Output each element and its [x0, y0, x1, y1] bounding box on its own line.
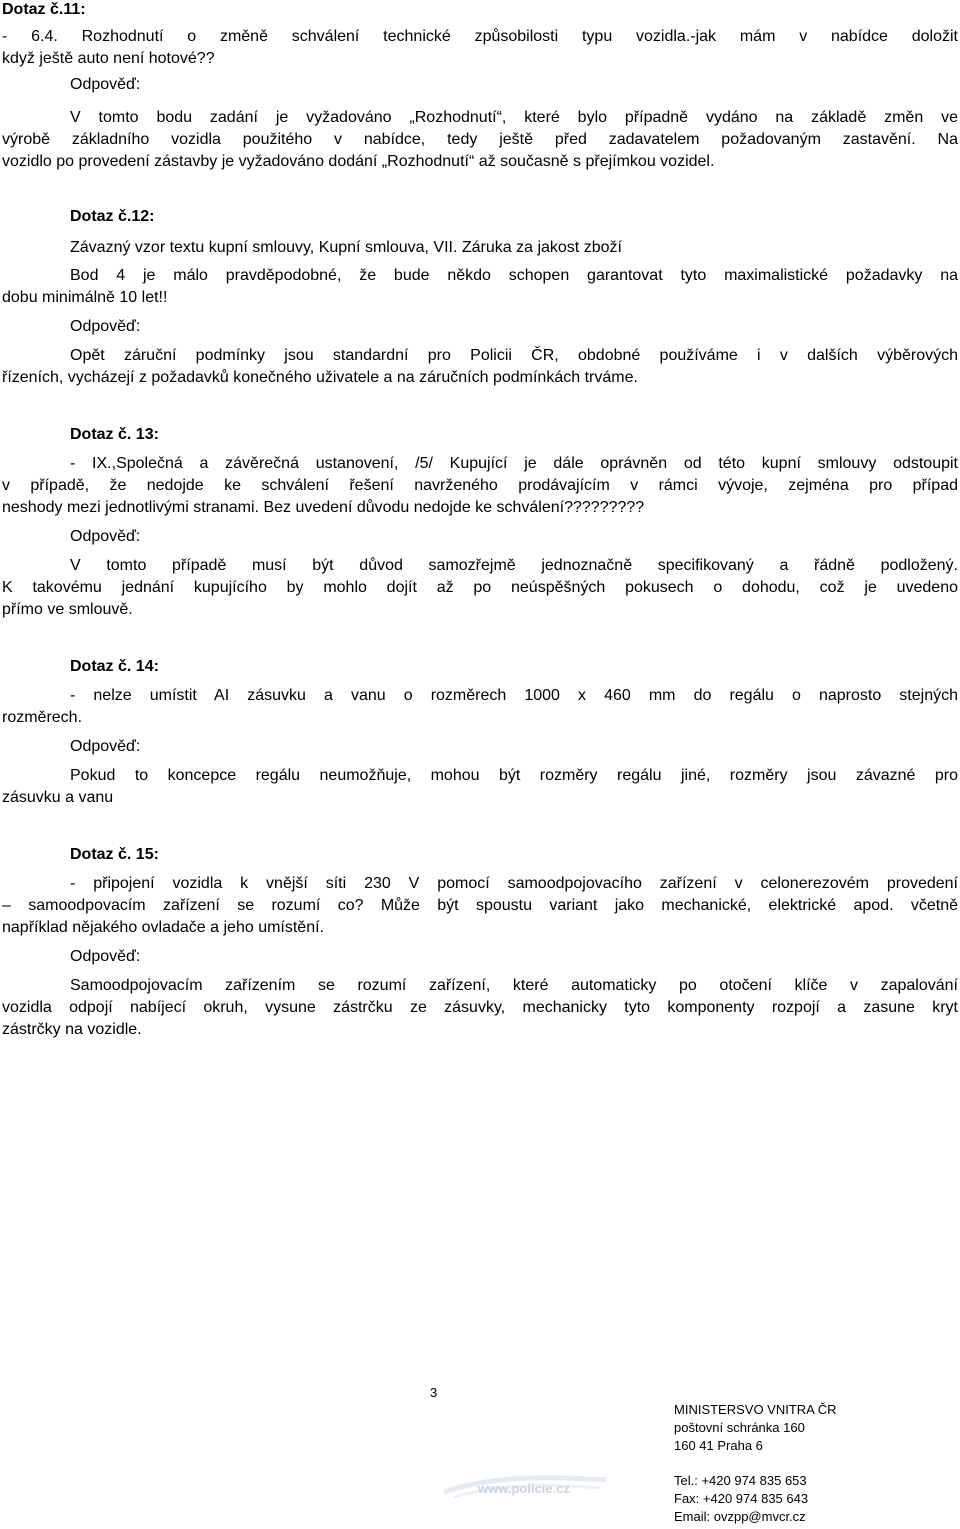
answer-11-text-line: vozidlo po provedení zástavby je vyžadováno dodání „Rozhodnutí“ až současně s přejímkou vozidel.	[2, 153, 715, 170]
question-12-title: Dotaz č.12:	[70, 208, 155, 225]
answer-11-text-line: výrobě základního vozidla použitého v nabídce, tedy ještě před zadavatelem požadovaným zastavění. Na	[2, 131, 958, 148]
question-12-subject: Závazný vzor textu kupní smlouvy, Kupní smlouva, VII. Záruka za jakost zboží	[70, 239, 622, 256]
answer-15-text-line: zástrčky na vozidle.	[2, 1021, 142, 1038]
policie-logo	[440, 1470, 610, 1500]
footer-po-box: poštovní schránka 160	[674, 1420, 805, 1435]
answer-14-text-line: Pokud to koncepce regálu neumožňuje, mohou být rozměry regálu jiné, rozměry jsou závazné pro	[70, 767, 958, 784]
question-14-title: Dotaz č. 14:	[70, 658, 159, 675]
question-13-text-line: v případě, že nedojde ke schválení řešení navrženého prodávajícím v rámci vývoje, zejména pro případ	[2, 477, 958, 494]
question-14-text-line: - nelze umístit AI zásuvku a vanu o rozměrech 1000 x 460 mm do regálu o naprosto stejných	[70, 687, 958, 704]
question-15-title: Dotaz č. 15:	[70, 846, 159, 863]
question-11-text-line: - 6.4. Rozhodnutí o změně schválení technické způsobilosti typu vozidla.-jak mám v nabídce doložit	[2, 28, 958, 45]
answer-11-text-line: V tomto bodu zadání je vyžadováno „Rozhodnutí“, které bylo případně vydáno na základě změn ve	[70, 109, 958, 126]
footer-email[interactable]: Email: ovzpp@mvcr.cz	[674, 1509, 806, 1524]
answer-13-text-line: přímo ve smlouvě.	[2, 601, 133, 618]
answer-11-label: Odpověď:	[70, 76, 141, 93]
question-15-text-line: - připojení vozidla k vnější síti 230 V pomocí samoodpojovacího zařízení v celonerezovém provedení	[70, 875, 958, 892]
answer-12-text-line: Opět záruční podmínky jsou standardní pro Policii ČR, obdobné používáme i v dalších výběrových	[70, 347, 958, 364]
answer-15-text-line: Samoodpojovacím zařízením se rozumí zařízení, které automaticky po otočení klíče v zapalování	[70, 977, 958, 994]
answer-15-text-line: vozidla odpojí nabíjecí okruh, vysune zástrčku ze zásuvky, mechanicky tyto komponenty rozpojí a zasune kryt	[2, 999, 958, 1016]
question-15-text-line: například nějakého ovladače a jeho umístění.	[2, 919, 324, 936]
question-14-text-line: rozměrech.	[2, 709, 83, 726]
answer-13-text-line: V tomto případě musí být důvod samozřejmě jednoznačně specifikovaný a řádně podložený.	[70, 557, 958, 574]
policie-logo-text: www.policie.cz	[478, 1481, 570, 1496]
answer-12-label: Odpověď:	[70, 318, 141, 335]
footer-city: 160 41 Praha 6	[674, 1438, 763, 1453]
question-12-text-line: Bod 4 je málo pravděpodobné, že bude někdo schopen garantovat tyto maximalistické požadavky na	[70, 267, 958, 284]
question-11-text-line: když ještě auto není hotové??	[2, 50, 215, 67]
page-number: 3	[430, 1385, 438, 1400]
question-13-text-line: - IX.,Společná a závěrečná ustanovení, /5/ Kupující je dále oprávněn od této kupní smlouvy odstoupit	[70, 455, 958, 472]
footer-org-name: MINISTERSVO VNITRA ČR	[674, 1402, 837, 1417]
footer-fax: Fax: +420 974 835 643	[674, 1491, 809, 1506]
policie-logo-graphic	[440, 1470, 610, 1500]
answer-15-label: Odpověď:	[70, 948, 141, 965]
answer-14-text-line: zásuvku a vanu	[2, 789, 114, 806]
footer-phone: Tel.: +420 974 835 653	[674, 1473, 807, 1488]
answer-14-label: Odpověď:	[70, 738, 141, 755]
question-15-text-line: – samoodpovacím zařízení se rozumí co? Může být spoustu variant jako mechanické, elektrické apod. včetně	[2, 897, 958, 914]
answer-12-text-line: řízeních, vycházejí z požadavků konečného uživatele a na záručních podmínkách trváme.	[2, 369, 638, 386]
answer-13-text-line: K takovému jednání kupujícího by mohlo dojít až po neúspěšných pokusech o dohodu, což je uvedeno	[2, 579, 958, 596]
question-13-title: Dotaz č. 13:	[70, 426, 159, 443]
question-13-text-line: neshody mezi jednotlivými stranami. Bez uvedení důvodu nedojde ke schválení?????????	[2, 499, 645, 516]
answer-13-label: Odpověď:	[70, 528, 141, 545]
question-12-text-line: dobu minimálně 10 let!!	[2, 289, 168, 306]
question-11-title: Dotaz č.11:	[2, 1, 86, 18]
